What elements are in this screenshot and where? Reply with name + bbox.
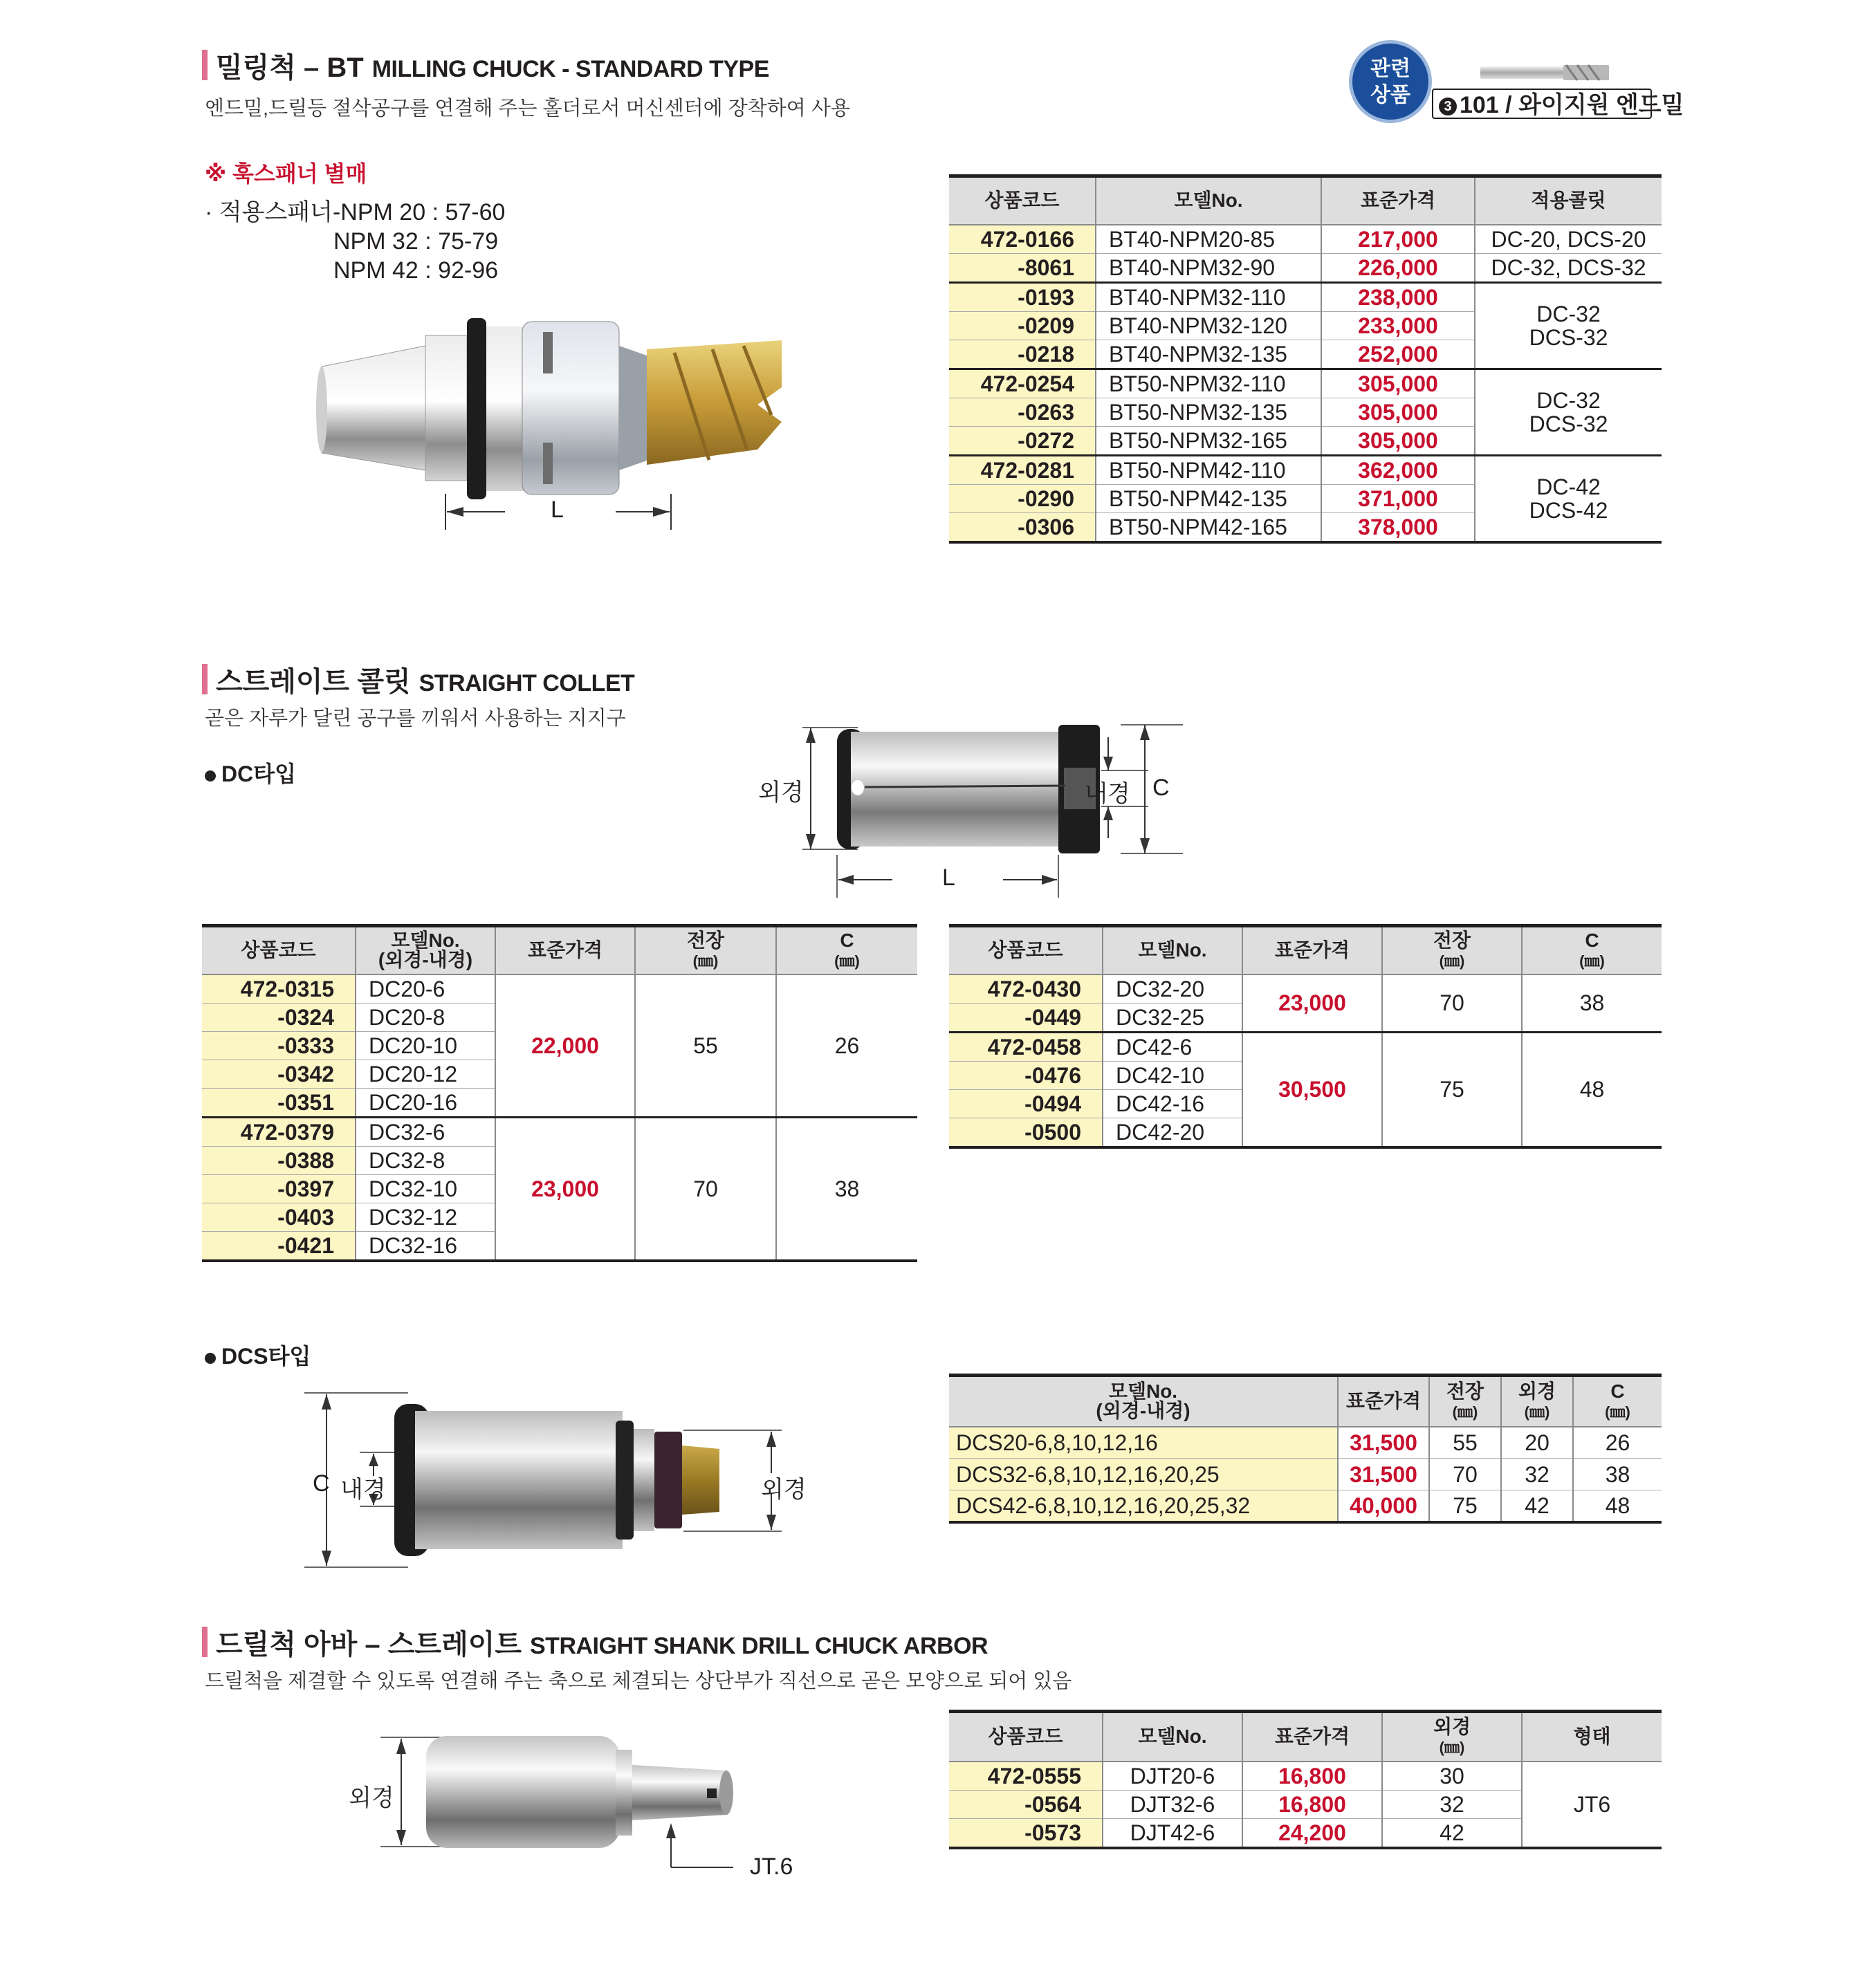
product-code: 472-0458 xyxy=(949,1032,1103,1061)
shape: JT6 xyxy=(1522,1762,1662,1848)
price: 40,000 xyxy=(1338,1490,1429,1522)
price: 378,000 xyxy=(1321,512,1475,542)
model-no: DJT42-6 xyxy=(1103,1818,1242,1848)
table-row xyxy=(949,369,1662,398)
model-no: DCS42-6,8,10,12,16,20,25,32 xyxy=(949,1490,1338,1522)
dc-dim-inner: 내경 xyxy=(1085,781,1130,807)
straight-collet-title xyxy=(216,660,634,699)
product-code: -0403 xyxy=(202,1203,356,1231)
section-marker xyxy=(202,664,208,694)
col-header-code: 상품코드 xyxy=(202,926,356,974)
model-no: BT50-NPM42-135 xyxy=(1096,484,1321,512)
related-badge-line1: 관련 xyxy=(1370,57,1410,80)
unit-mm: (㎜) xyxy=(834,952,860,970)
col-header-c xyxy=(1573,1376,1662,1427)
price: 362,000 xyxy=(1321,455,1475,484)
table-row xyxy=(949,1490,1662,1522)
product-code: -0193 xyxy=(949,282,1096,311)
related-badge-line2: 상품 xyxy=(1370,84,1410,107)
applicable-collet: DC-32, DCS-32 xyxy=(1475,253,1662,282)
drill-arbor-description: 드릴척을 제결할 수 있도록 연결해 주는 축으로 체결되는 상단부가 직선으로 곧은 모양으로 되어 있음 xyxy=(205,1670,1072,1692)
price: 226,000 xyxy=(1321,253,1475,282)
model-no: BT40-NPM32-90 xyxy=(1096,253,1321,282)
col-header-length xyxy=(1429,1376,1501,1427)
price: 305,000 xyxy=(1321,426,1475,455)
dc-table-left xyxy=(202,924,917,1262)
table-row xyxy=(949,455,1662,484)
product-code: -0397 xyxy=(202,1174,356,1203)
section-marker xyxy=(202,1627,208,1657)
model-no: BT40-NPM20-85 xyxy=(1096,225,1321,254)
dcs-table xyxy=(949,1374,1662,1524)
table-row xyxy=(949,1427,1662,1459)
arbor-dim-outer: 외경 xyxy=(349,1785,394,1811)
price: 16,800 xyxy=(1242,1762,1382,1791)
straight-collet-title-en: STRAIGHT COLLET xyxy=(419,670,635,696)
col-header-length-text: 전장 xyxy=(1446,1380,1484,1403)
price: 23,000 xyxy=(1242,974,1382,1033)
length: 70 xyxy=(1429,1459,1501,1490)
table-row xyxy=(949,1762,1662,1791)
model-no: DCS32-6,8,10,12,16,20,25 xyxy=(949,1459,1338,1490)
col-header-model xyxy=(949,1376,1338,1427)
model-no: BT50-NPM32-135 xyxy=(1096,398,1321,426)
model-no: DC42-10 xyxy=(1103,1061,1242,1089)
col-header-model-text: 모델No. xyxy=(391,930,460,952)
drill-arbor-title-en: STRAIGHT SHANK DRILL CHUCK ARBOR xyxy=(530,1633,988,1659)
dcs-type-label: DCS타입 xyxy=(221,1344,311,1369)
price: 24,200 xyxy=(1242,1818,1382,1848)
milling-chuck-title-en: MILLING CHUCK - STANDARD TYPE xyxy=(371,56,769,82)
product-code: -0421 xyxy=(202,1231,356,1261)
table-row xyxy=(949,974,1662,1004)
model-no: DC20-10 xyxy=(356,1031,495,1060)
bullet-icon xyxy=(205,1353,216,1364)
c-size: 48 xyxy=(1522,1032,1662,1147)
outer-dia: 42 xyxy=(1382,1818,1522,1848)
dc-dim-c: C xyxy=(1152,775,1170,801)
col-header-c-text: C xyxy=(840,930,854,952)
col-header-model xyxy=(356,926,495,974)
model-no: DC42-6 xyxy=(1103,1032,1242,1061)
applicable-collet: DC-32 DCS-32 xyxy=(1475,369,1662,455)
model-no: DCS20-6,8,10,12,16 xyxy=(949,1427,1338,1459)
dc-collet-image xyxy=(761,719,1190,899)
product-code: -0500 xyxy=(949,1118,1103,1147)
section-marker xyxy=(202,50,208,80)
endmill-thumbnail-icon xyxy=(1480,61,1612,84)
outer-dia: 20 xyxy=(1501,1427,1573,1459)
bullet-icon xyxy=(205,770,216,782)
col-header-length-text: 전장 xyxy=(686,930,725,952)
price: 238,000 xyxy=(1321,282,1475,311)
model-no: DJT32-6 xyxy=(1103,1790,1242,1818)
dcs-type-heading xyxy=(205,1339,311,1371)
table-row xyxy=(949,1032,1662,1061)
unit-mm: (㎜) xyxy=(1439,1739,1465,1757)
product-code: -0306 xyxy=(949,512,1096,542)
applicable-collet: DC-32 DCS-32 xyxy=(1475,282,1662,369)
table-row xyxy=(949,282,1662,311)
dcs-dim-outer: 외경 xyxy=(761,1477,807,1503)
applicable-collet: DC-42 DCS-42 xyxy=(1475,455,1662,542)
length: 55 xyxy=(1429,1427,1501,1459)
spanner-line-1: · 적용스패너-NPM 20 : 57-60 xyxy=(205,199,506,225)
milling-chuck-dim-l: L xyxy=(551,497,564,523)
c-size: 38 xyxy=(1522,974,1662,1033)
product-code: -0564 xyxy=(949,1790,1103,1818)
price: 30,500 xyxy=(1242,1032,1382,1147)
product-code: -0476 xyxy=(949,1061,1103,1089)
price: 305,000 xyxy=(1321,369,1475,398)
drill-arbor-title-ko: 드릴척 아바 – 스트레이트 xyxy=(216,1629,522,1660)
product-code: 472-0555 xyxy=(949,1762,1103,1791)
length: 75 xyxy=(1382,1032,1522,1147)
milling-chuck-description: 엔드밀,드릴등 절삭공구를 연결해 주는 홀더로서 머신센터에 장착하여 사용 xyxy=(205,98,850,120)
c-size: 48 xyxy=(1573,1490,1662,1522)
model-no: DC32-10 xyxy=(356,1174,495,1203)
unit-mm: (㎜) xyxy=(1605,1403,1630,1421)
table-row xyxy=(949,225,1662,254)
col-header-model: 모델No. xyxy=(1096,176,1321,225)
dc-type-heading xyxy=(205,757,296,788)
product-code: -0388 xyxy=(202,1146,356,1174)
dc-dim-l: L xyxy=(942,865,955,891)
product-code: -0351 xyxy=(202,1088,356,1117)
price: 217,000 xyxy=(1321,225,1475,254)
model-no: DC20-16 xyxy=(356,1088,495,1117)
col-header-length-text: 전장 xyxy=(1433,930,1471,952)
length: 75 xyxy=(1429,1490,1501,1522)
col-header-c xyxy=(1522,926,1662,974)
applicable-collet: DC-20, DCS-20 xyxy=(1475,225,1662,254)
spanner-line-3: NPM 42 : 92-96 xyxy=(333,257,499,284)
product-code: -0449 xyxy=(949,1003,1103,1032)
length: 70 xyxy=(1382,974,1522,1033)
col-header-c-text: C xyxy=(1585,930,1599,952)
model-no: DC32-6 xyxy=(356,1117,495,1146)
col-header-code: 상품코드 xyxy=(949,926,1103,974)
milling-chuck-title xyxy=(216,46,769,85)
straight-collet-description: 곧은 자루가 달린 공구를 끼워서 사용하는 지지구 xyxy=(205,708,626,730)
col-header-price: 표준가격 xyxy=(1338,1376,1429,1427)
product-code: -0324 xyxy=(202,1003,356,1031)
model-no: BT40-NPM32-120 xyxy=(1096,311,1321,340)
model-no: DC32-20 xyxy=(1103,974,1242,1004)
product-code: -0290 xyxy=(949,484,1096,512)
drill-arbor-title xyxy=(216,1623,988,1662)
col-header-price: 표준가격 xyxy=(1321,176,1475,225)
related-product-text: 101 / 와이지원 엔드밀 xyxy=(1460,92,1684,118)
length: 70 xyxy=(635,1117,776,1261)
hook-spanner-note: ※ 훅스패너 별매 xyxy=(205,161,367,186)
product-code: 472-0315 xyxy=(202,974,356,1004)
price: 16,800 xyxy=(1242,1790,1382,1818)
col-header-length xyxy=(1382,926,1522,974)
table-row xyxy=(202,1117,917,1146)
model-no: DJT20-6 xyxy=(1103,1762,1242,1791)
c-size: 26 xyxy=(1573,1427,1662,1459)
col-header-shape: 형태 xyxy=(1522,1712,1662,1762)
model-no: BT50-NPM42-165 xyxy=(1096,512,1321,542)
price: 31,500 xyxy=(1338,1427,1429,1459)
price: 23,000 xyxy=(495,1117,635,1261)
milling-chuck-table xyxy=(949,174,1662,544)
length: 55 xyxy=(635,974,776,1118)
outer-dia: 42 xyxy=(1501,1490,1573,1522)
c-size: 38 xyxy=(776,1117,917,1261)
table-row xyxy=(949,253,1662,282)
price: 371,000 xyxy=(1321,484,1475,512)
col-header-model-sub: (외경-내경) xyxy=(1096,1400,1190,1422)
unit-mm: (㎜) xyxy=(1439,952,1465,970)
model-no: DC42-20 xyxy=(1103,1118,1242,1147)
drill-arbor-image xyxy=(380,1722,809,1881)
milling-chuck-title-ko: 밀링척 – BT xyxy=(216,53,364,83)
unit-mm: (㎜) xyxy=(692,952,719,970)
dc-dim-outer: 외경 xyxy=(758,779,804,806)
product-code: -0573 xyxy=(949,1818,1103,1848)
related-product-link[interactable] xyxy=(1432,89,1684,119)
model-no: DC32-25 xyxy=(1103,1003,1242,1032)
col-header-code: 상품코드 xyxy=(949,176,1096,225)
outer-dia: 32 xyxy=(1501,1459,1573,1490)
model-no: BT50-NPM32-110 xyxy=(1096,369,1321,398)
product-code: 472-0254 xyxy=(949,369,1096,398)
product-code: 472-0430 xyxy=(949,974,1103,1004)
col-header-code: 상품코드 xyxy=(949,1712,1103,1762)
unit-mm: (㎜) xyxy=(1452,1403,1478,1421)
price: 22,000 xyxy=(495,974,635,1118)
col-header-model: 모델No. xyxy=(1103,926,1242,974)
col-header-model-text: 모델No. xyxy=(1108,1380,1178,1403)
product-code: -0333 xyxy=(202,1031,356,1060)
c-size: 26 xyxy=(776,974,917,1118)
product-code: 472-0166 xyxy=(949,225,1096,254)
spanner-line-2: NPM 32 : 75-79 xyxy=(333,228,499,255)
col-header-c xyxy=(776,926,917,974)
col-header-outer xyxy=(1382,1712,1522,1762)
outer-dia: 30 xyxy=(1382,1762,1522,1791)
model-no: BT50-NPM32-165 xyxy=(1096,426,1321,455)
price: 252,000 xyxy=(1321,340,1475,369)
arbor-dim-jt: JT.6 xyxy=(750,1854,793,1880)
product-code: -0218 xyxy=(949,340,1096,369)
model-no: BT50-NPM42-110 xyxy=(1096,455,1321,484)
drill-arbor-table xyxy=(949,1710,1662,1849)
col-header-c-text: C xyxy=(1610,1380,1625,1403)
model-no: DC20-6 xyxy=(356,974,495,1004)
product-code: -0263 xyxy=(949,398,1096,426)
model-no: DC32-12 xyxy=(356,1203,495,1231)
product-code: -0342 xyxy=(202,1060,356,1088)
related-product-badge xyxy=(1349,40,1432,123)
col-header-length xyxy=(635,926,776,974)
col-header-model: 모델No. xyxy=(1103,1712,1242,1762)
product-code: -8061 xyxy=(949,253,1096,282)
price: 305,000 xyxy=(1321,398,1475,426)
product-code: -0272 xyxy=(949,426,1096,455)
dc-type-label: DC타입 xyxy=(221,761,297,786)
product-code: -0494 xyxy=(949,1089,1103,1118)
model-no: DC20-8 xyxy=(356,1003,495,1031)
model-no: DC20-12 xyxy=(356,1060,495,1088)
model-no: DC32-16 xyxy=(356,1231,495,1261)
table-row xyxy=(949,1459,1662,1490)
product-code: -0209 xyxy=(949,311,1096,340)
col-header-price: 표준가격 xyxy=(1242,1712,1382,1762)
table-row xyxy=(202,974,917,1004)
outer-dia: 32 xyxy=(1382,1790,1522,1818)
related-number-icon: 3 xyxy=(1439,98,1457,115)
unit-mm: (㎜) xyxy=(1524,1403,1550,1421)
model-no: DC32-8 xyxy=(356,1146,495,1174)
col-header-outer-text: 외경 xyxy=(1518,1380,1556,1403)
model-no: BT40-NPM32-110 xyxy=(1096,282,1321,311)
price: 233,000 xyxy=(1321,311,1475,340)
unit-mm: (㎜) xyxy=(1579,952,1605,970)
product-code: 472-0379 xyxy=(202,1117,356,1146)
dcs-dim-inner: 내경 xyxy=(340,1477,386,1503)
col-header-model-sub: (외경-내경) xyxy=(378,949,473,971)
product-code: 472-0281 xyxy=(949,455,1096,484)
col-header-outer xyxy=(1501,1376,1573,1427)
price: 31,500 xyxy=(1338,1459,1429,1490)
model-no: DC42-16 xyxy=(1103,1089,1242,1118)
straight-collet-title-ko: 스트레이트 콜릿 xyxy=(216,667,411,697)
dc-table-right xyxy=(949,924,1662,1149)
c-size: 38 xyxy=(1573,1459,1662,1490)
dcs-dim-c: C xyxy=(313,1470,330,1497)
col-header-collet: 적용콜릿 xyxy=(1475,176,1662,225)
col-header-price: 표준가격 xyxy=(1242,926,1382,974)
model-no: BT40-NPM32-135 xyxy=(1096,340,1321,369)
col-header-price: 표준가격 xyxy=(495,926,635,974)
col-header-outer-text: 외경 xyxy=(1433,1716,1471,1738)
